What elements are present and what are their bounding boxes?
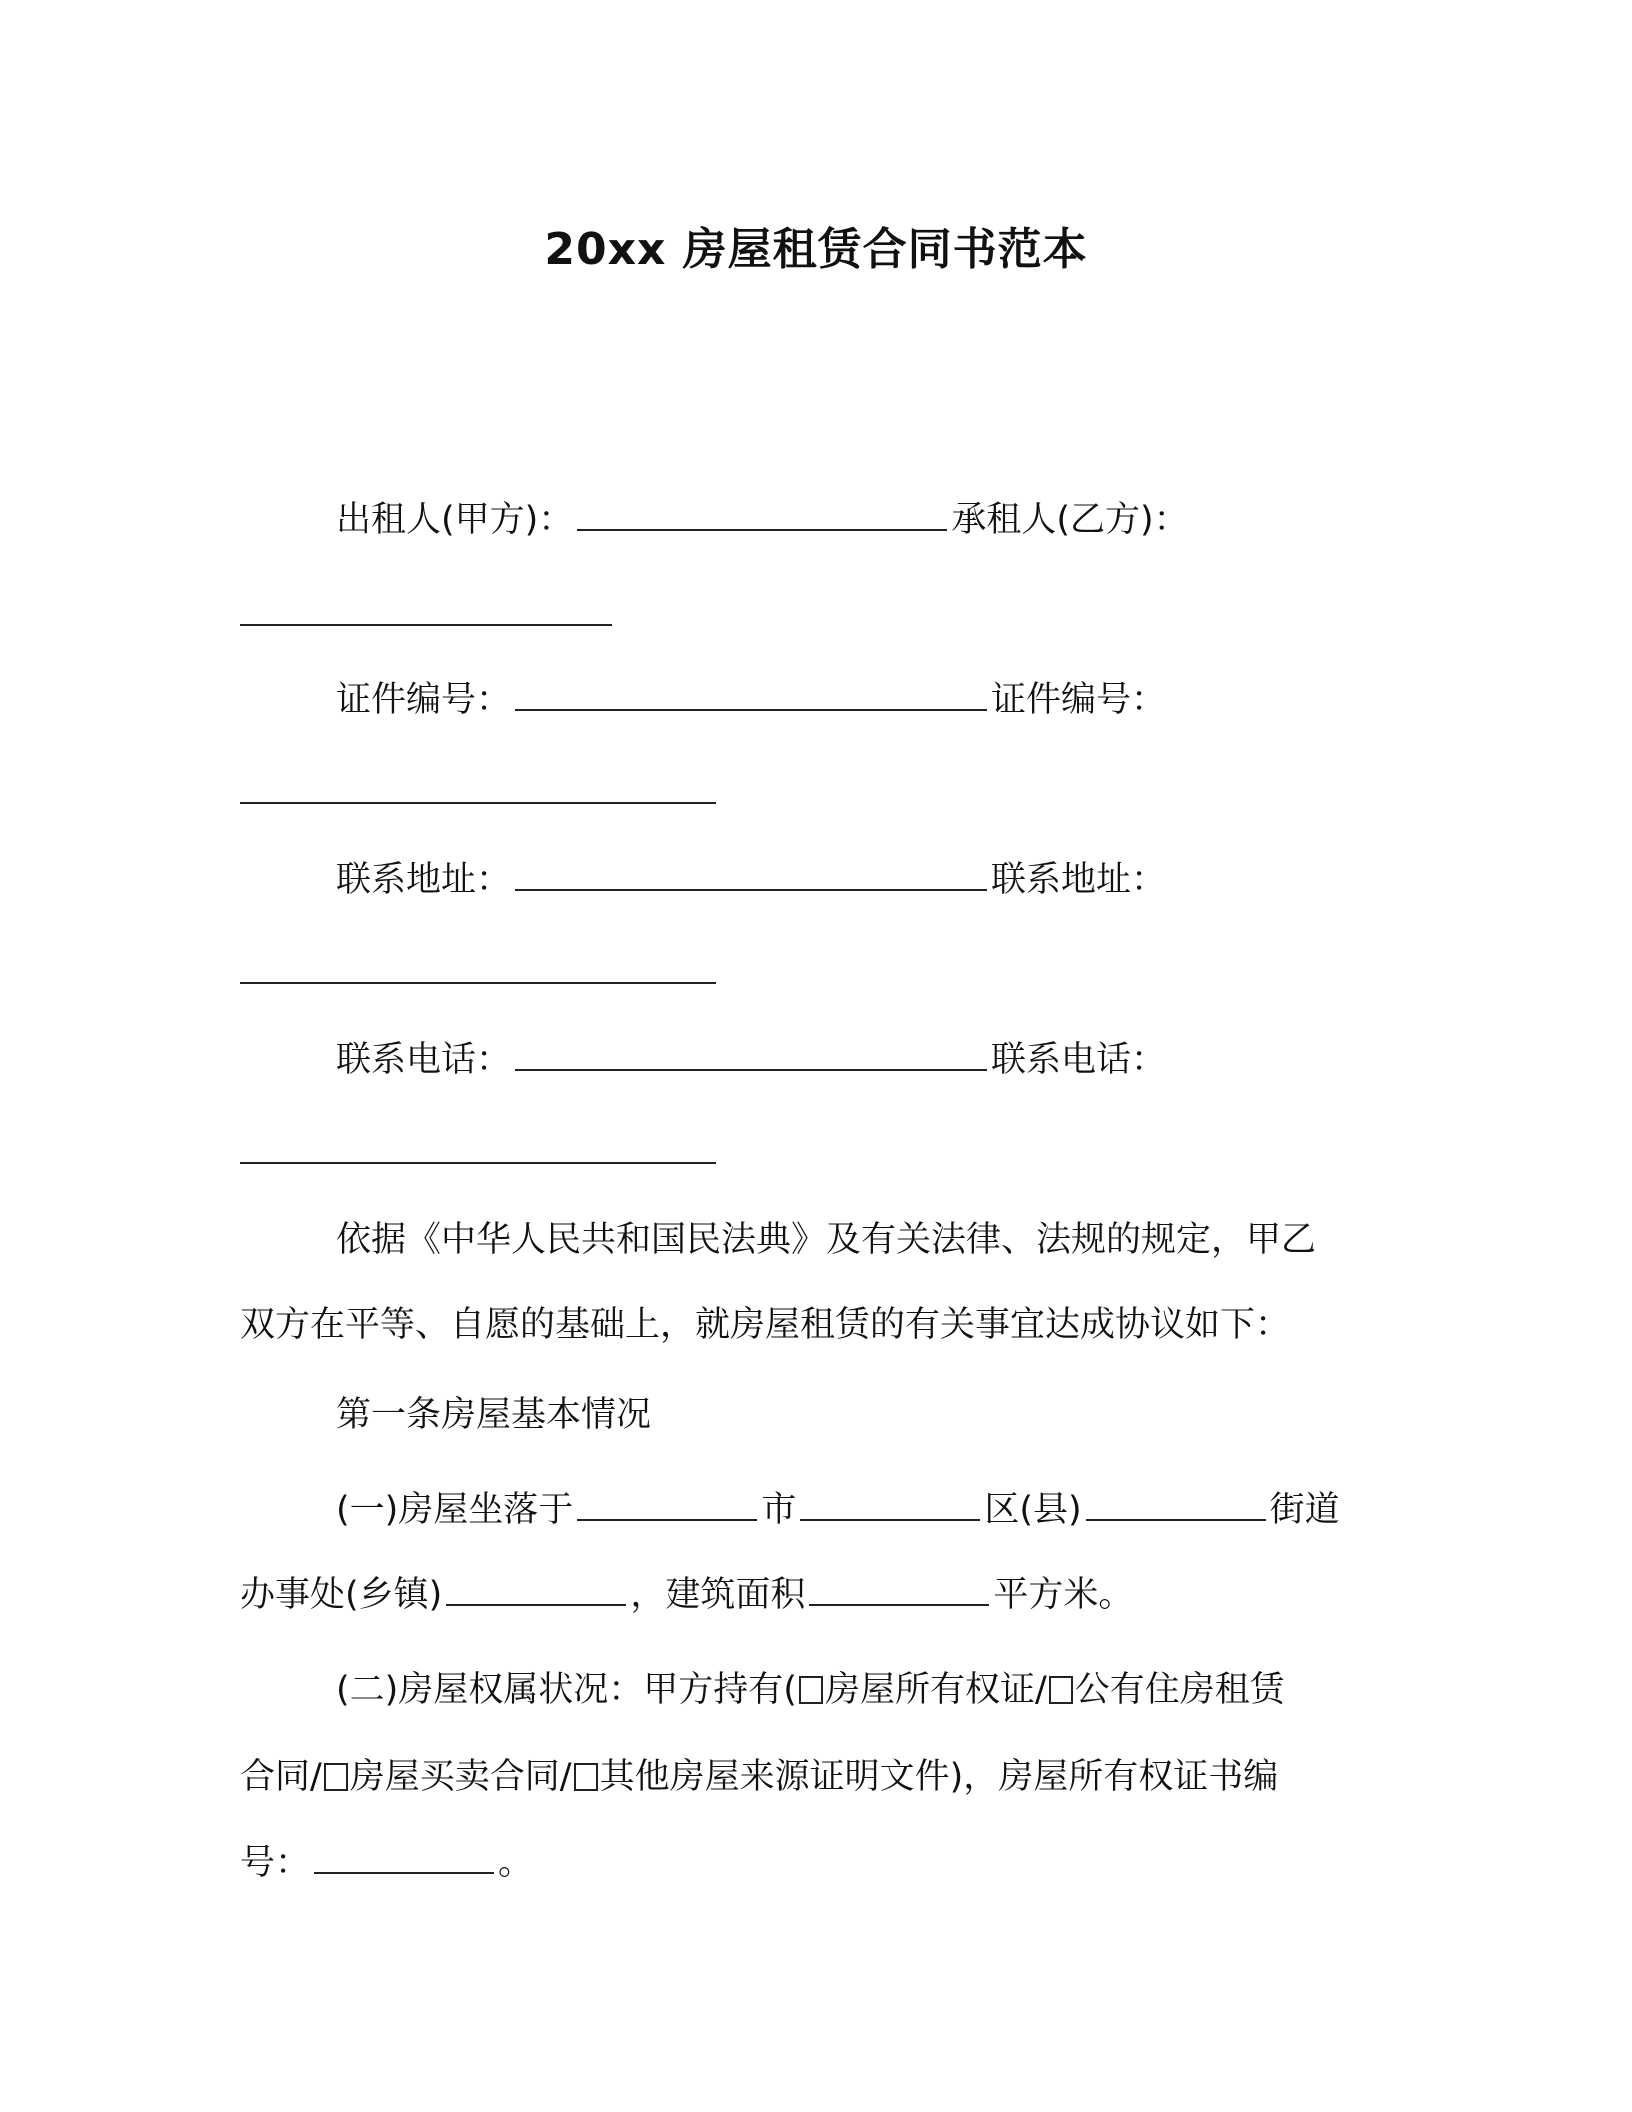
lessee-label: 承租人(乙方)： [951, 500, 1189, 540]
document-title: 20xx 房屋租赁合同书范本 [544, 224, 1088, 275]
checkbox-sale-contract[interactable] [324, 1763, 348, 1791]
address-blank-a[interactable] [515, 855, 987, 891]
lessee-blank[interactable] [240, 590, 612, 626]
phone-blank-a[interactable] [515, 1035, 987, 1071]
ownership-line-2 [240, 1752, 1400, 1802]
checkbox-property-certificate[interactable] [799, 1676, 823, 1704]
article1-heading: 第一条房屋基本情况 [336, 1395, 652, 1435]
id-label-b: 证件编号： [991, 680, 1167, 720]
ownership-line2-start: 合同/ [240, 1757, 322, 1797]
lessor-blank[interactable] [577, 495, 947, 531]
phone-label-b: 联系电话： [991, 1040, 1167, 1080]
option-other-proof: 其他房屋来源证明文件)，房屋所有权证书编 [599, 1757, 1279, 1797]
area-label: ，建筑面积 [630, 1575, 806, 1615]
city-label: 市 [761, 1490, 797, 1530]
id-label-a: 证件编号： [336, 680, 512, 720]
lessee-line [240, 590, 1400, 640]
checkbox-other-proof[interactable] [574, 1763, 598, 1791]
option-public-housing: 公有住房租赁 [1074, 1670, 1285, 1710]
option-sale-contract: 房屋买卖合同/ [349, 1757, 572, 1797]
preamble-line-1: 依据《中华人民共和国民法典》及有关法律、法规的规定，甲乙 [336, 1220, 1317, 1260]
phone-blank-b[interactable] [240, 1128, 716, 1164]
phone-label-a: 联系电话： [336, 1040, 512, 1080]
location-line-2 [240, 1570, 1400, 1620]
location-line-1 [240, 1485, 1400, 1535]
ownership-line-3 [240, 1838, 1400, 1888]
address-label-a: 联系地址： [336, 860, 512, 900]
option-property-certificate: 房屋所有权证/ [824, 1670, 1047, 1710]
location-prefix: (一)房屋坐落于 [336, 1490, 574, 1530]
lessor-line [240, 495, 1400, 545]
area-unit: 平方米。 [993, 1575, 1134, 1615]
ownership-prefix: (二)房屋权属状况：甲方持有( [336, 1670, 797, 1710]
address-line [240, 855, 1400, 905]
office-blank[interactable] [446, 1570, 626, 1606]
address-blank-b[interactable] [240, 948, 716, 984]
certificate-number-label: 号： [240, 1843, 311, 1883]
address-label-b: 联系地址： [991, 860, 1167, 900]
office-label: 办事处(乡镇) [240, 1575, 443, 1615]
lessor-label: 出租人(甲方)： [336, 500, 574, 540]
street-blank[interactable] [1086, 1485, 1266, 1521]
street-label: 街道 [1269, 1490, 1340, 1530]
certificate-number-blank[interactable] [314, 1838, 494, 1874]
id-blank-a[interactable] [515, 675, 987, 711]
district-blank[interactable] [800, 1485, 980, 1521]
checkbox-public-housing[interactable] [1049, 1676, 1073, 1704]
id-line-b [240, 768, 1400, 818]
area-blank[interactable] [809, 1570, 989, 1606]
city-blank[interactable] [577, 1485, 757, 1521]
preamble-line-2: 双方在平等、自愿的基础上，就房屋租赁的有关事宜达成协议如下： [240, 1305, 1291, 1345]
id-blank-b[interactable] [240, 768, 716, 804]
ownership-line-1 [240, 1665, 1400, 1715]
id-line [240, 675, 1400, 725]
district-label: 区(县) [984, 1490, 1082, 1530]
phone-line-b [240, 1128, 1400, 1178]
address-line-b [240, 948, 1400, 998]
ownership-end: 。 [498, 1843, 534, 1883]
phone-line [240, 1035, 1400, 1085]
